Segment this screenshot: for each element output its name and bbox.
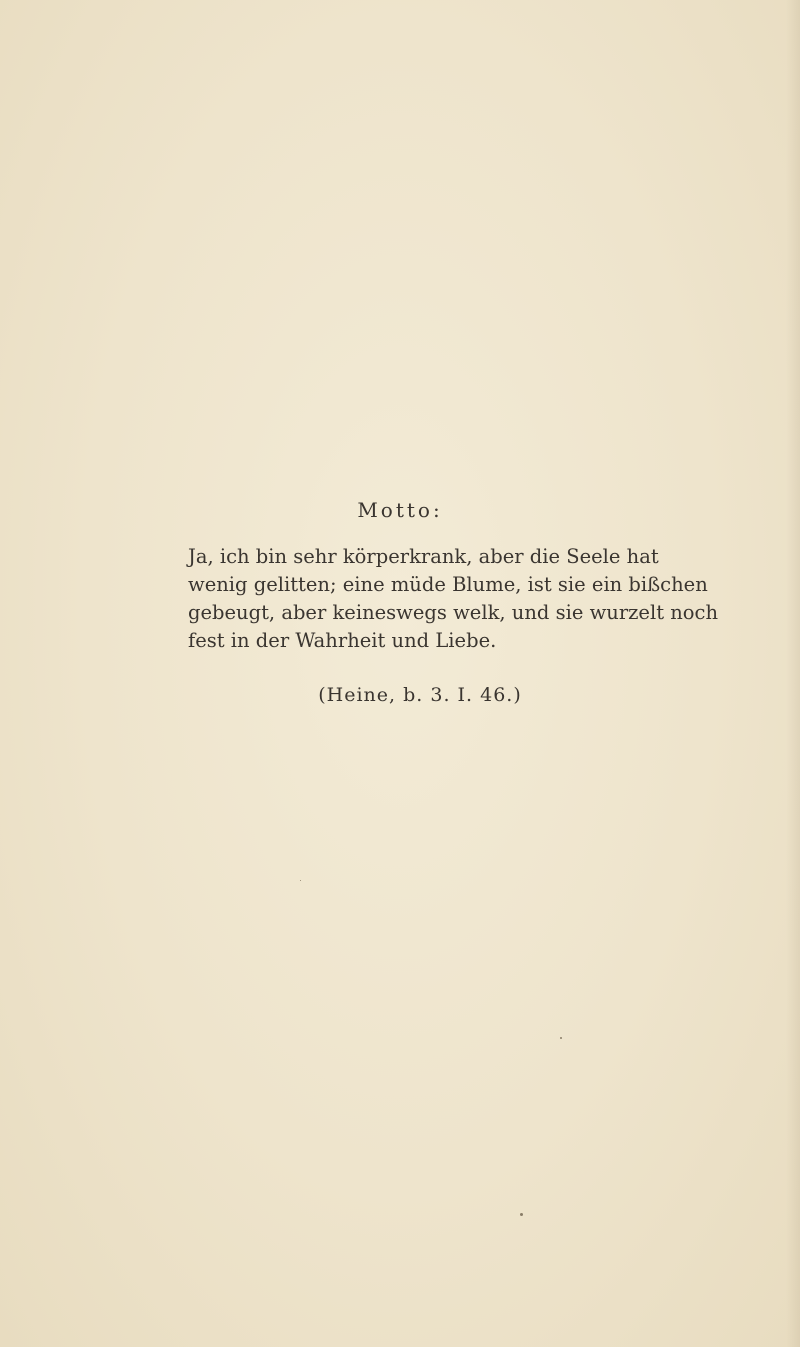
- motto-quote: [188, 543, 719, 655]
- motto-heading: Motto:: [357, 498, 443, 522]
- page-edge-shadow: [786, 0, 800, 1347]
- quote-line-2: wenig gelitten; eine müde Blume, ist sie ein bißchen: [188, 573, 708, 596]
- citation: (Heine, b. 3. I. 46.): [318, 684, 522, 706]
- paper-speck: [300, 880, 301, 881]
- quote-line-3: gebeugt, aber keineswegs welk, und sie wurzelt noch: [188, 601, 719, 624]
- quote-line-4: fest in der Wahrheit und Liebe.: [188, 629, 497, 652]
- paper-speck: [520, 1213, 523, 1216]
- quote-line-1: Ja, ich bin sehr körperkrank, aber die Seele hat: [188, 545, 659, 568]
- paper-speck: [560, 1037, 562, 1039]
